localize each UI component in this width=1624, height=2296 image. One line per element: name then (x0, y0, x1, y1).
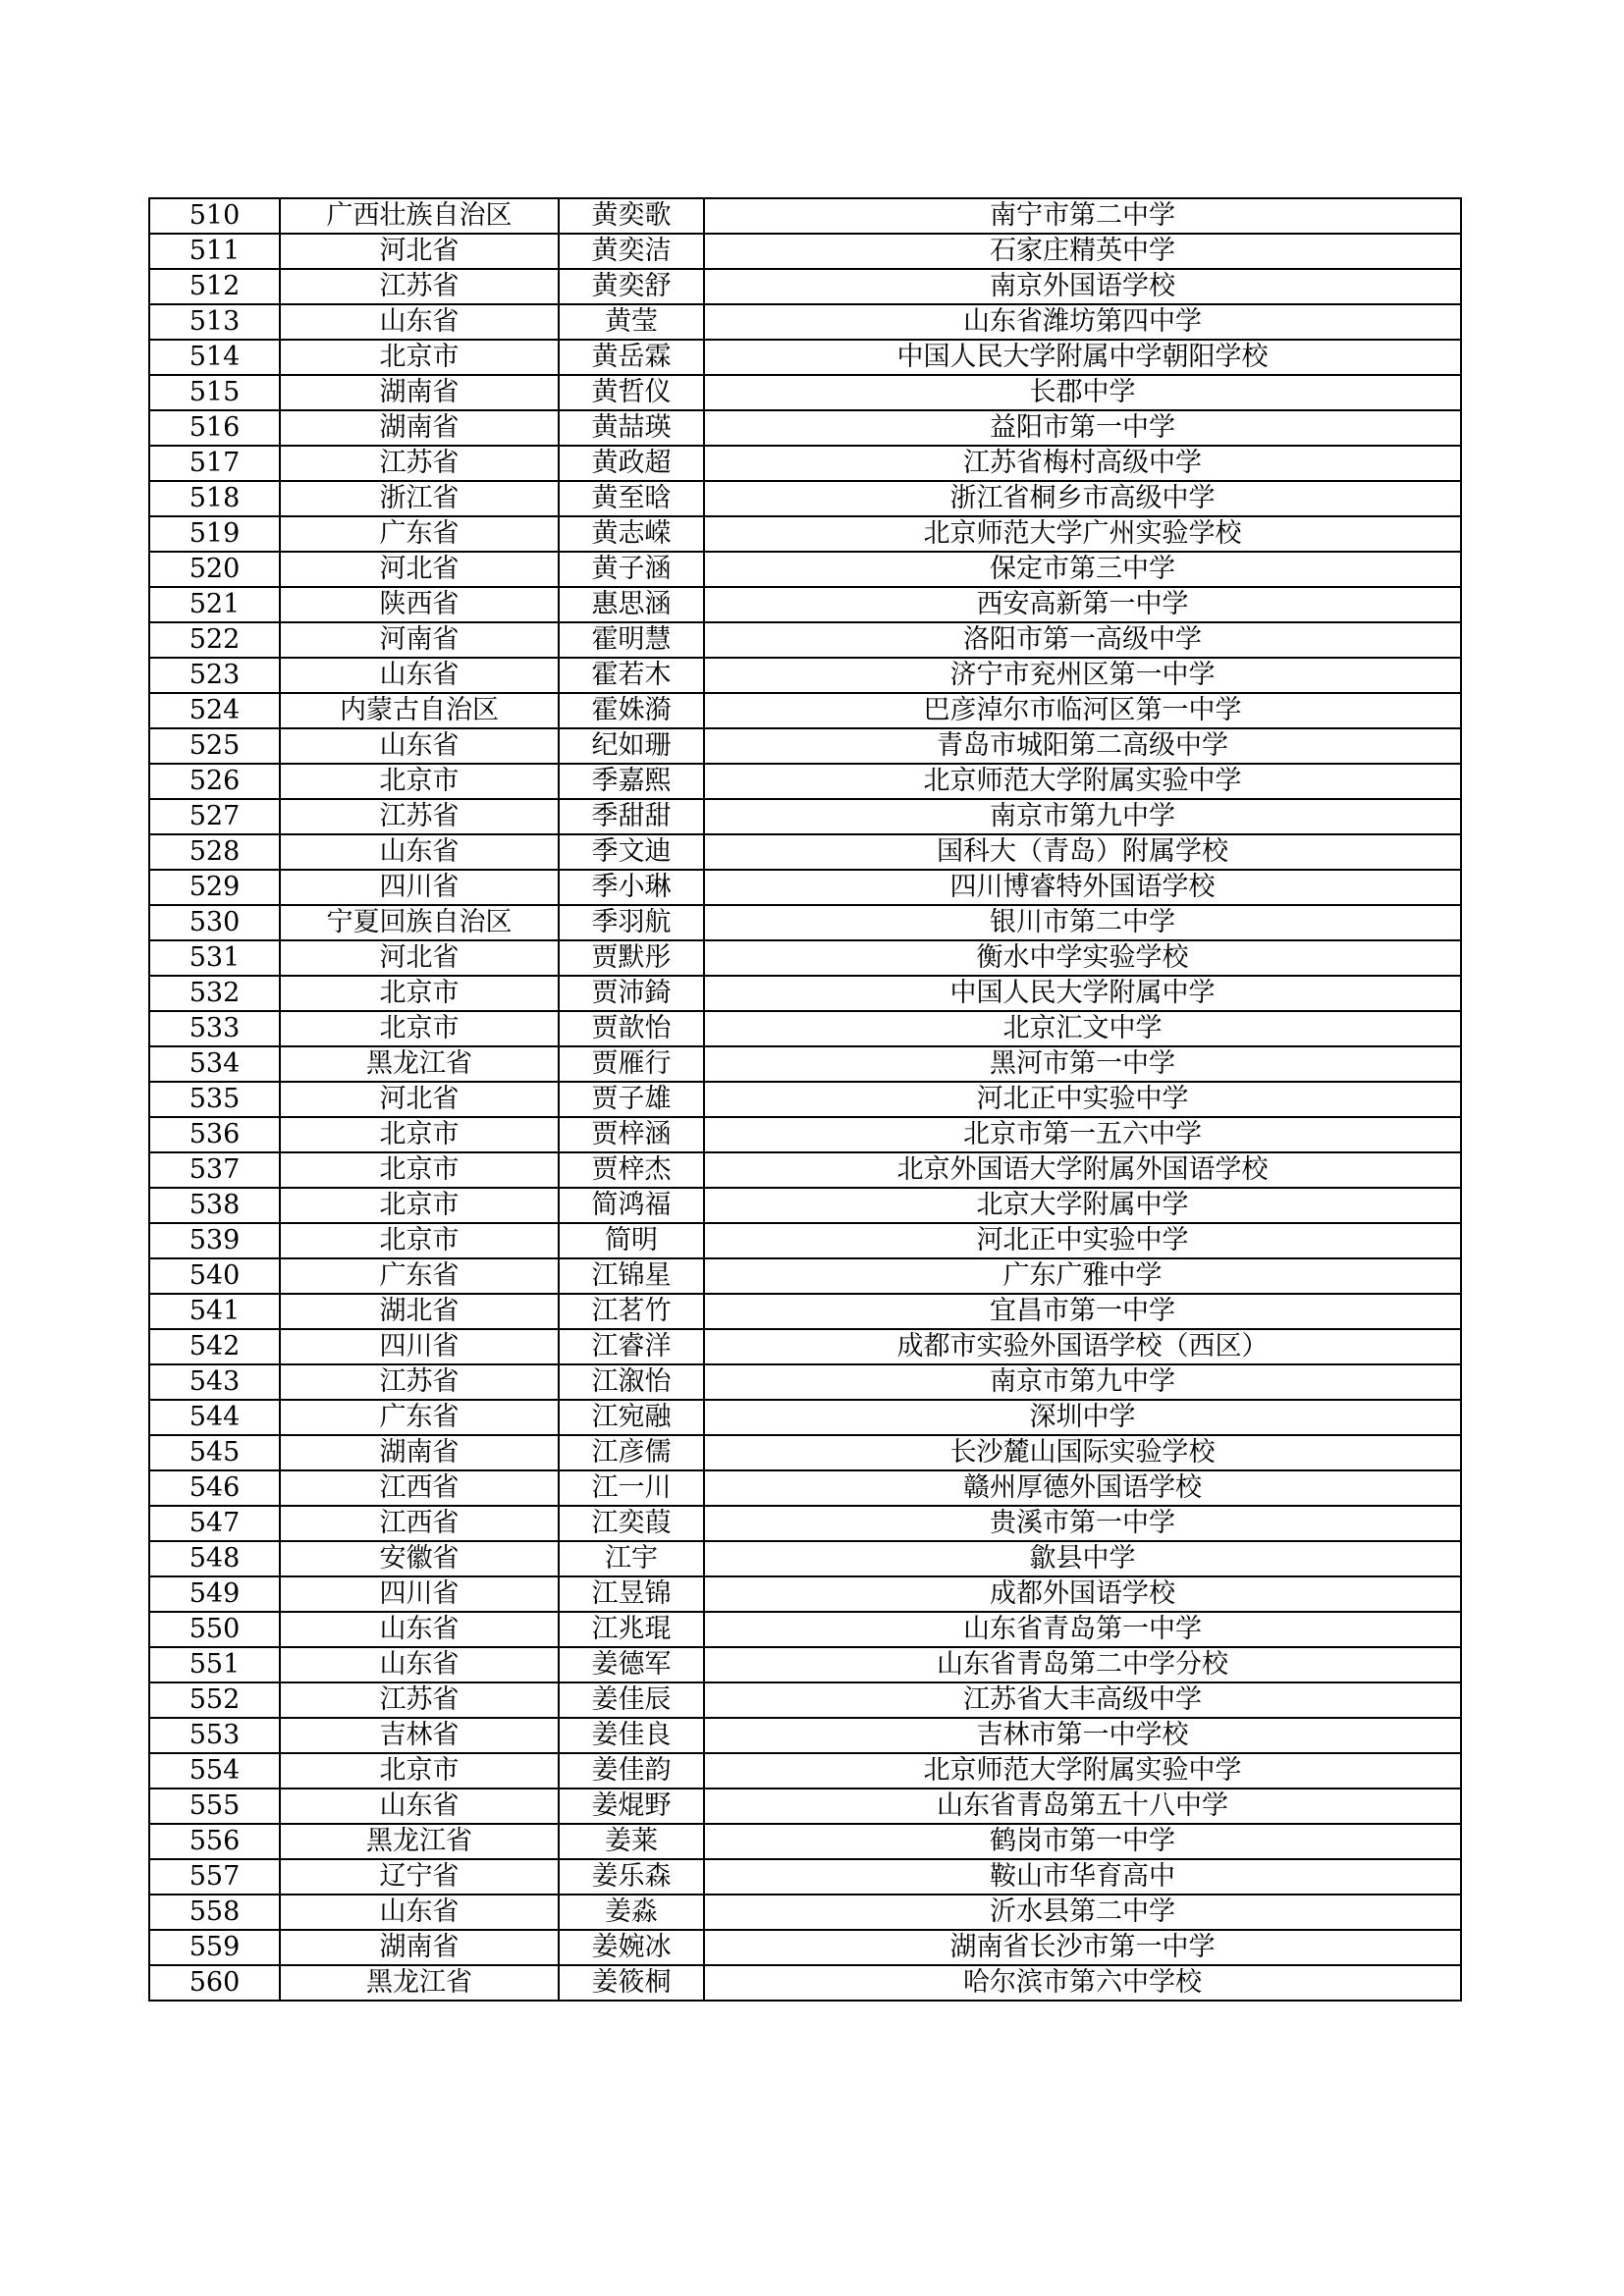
student-name-cell: 贾歆怡 (559, 1011, 704, 1046)
province-cell: 江苏省 (280, 446, 559, 481)
table-row (149, 552, 1461, 587)
row-number-cell: 541 (149, 1294, 280, 1329)
row-number-cell: 520 (149, 552, 280, 587)
row-number-cell: 527 (149, 799, 280, 834)
school-name-cell: 长郡中学 (704, 375, 1461, 410)
table-row (149, 940, 1461, 976)
student-name-cell: 黄岳霖 (559, 340, 704, 375)
school-name-cell: 石家庄精英中学 (704, 234, 1461, 269)
row-number-cell: 533 (149, 1011, 280, 1046)
student-name-cell: 江宇 (559, 1541, 704, 1576)
province-cell: 北京市 (280, 1188, 559, 1223)
row-number-cell: 547 (149, 1506, 280, 1541)
table-row (149, 269, 1461, 304)
province-cell: 广东省 (280, 1258, 559, 1294)
row-number-cell: 517 (149, 446, 280, 481)
table-row (149, 764, 1461, 799)
student-name-cell: 霍若木 (559, 658, 704, 693)
table-row (149, 728, 1461, 764)
table-row (149, 1046, 1461, 1082)
row-number-cell: 556 (149, 1824, 280, 1859)
school-name-cell: 山东省青岛第二中学分校 (704, 1647, 1461, 1682)
school-name-cell: 中国人民大学附属中学 (704, 976, 1461, 1011)
province-cell: 广西壮族自治区 (280, 198, 559, 234)
table-row (149, 198, 1461, 234)
student-name-cell: 季文迪 (559, 834, 704, 870)
row-number-cell: 514 (149, 340, 280, 375)
row-number-cell: 510 (149, 198, 280, 234)
school-name-cell: 北京师范大学附属实验中学 (704, 1753, 1461, 1789)
province-cell: 北京市 (280, 976, 559, 1011)
province-cell: 吉林省 (280, 1718, 559, 1753)
province-cell: 北京市 (280, 1223, 559, 1258)
row-number-cell: 528 (149, 834, 280, 870)
student-name-cell: 江茗竹 (559, 1294, 704, 1329)
row-number-cell: 555 (149, 1789, 280, 1824)
school-name-cell: 青岛市城阳第二高级中学 (704, 728, 1461, 764)
student-name-cell: 姜淼 (559, 1895, 704, 1930)
row-number-cell: 557 (149, 1859, 280, 1895)
school-name-cell: 鞍山市华育高中 (704, 1859, 1461, 1895)
table-row (149, 304, 1461, 340)
table-row (149, 1612, 1461, 1647)
row-number-cell: 554 (149, 1753, 280, 1789)
province-cell: 山东省 (280, 1789, 559, 1824)
student-name-cell: 霍姝漪 (559, 693, 704, 728)
student-name-cell: 季羽航 (559, 905, 704, 940)
school-name-cell: 歙县中学 (704, 1541, 1461, 1576)
school-name-cell: 江苏省大丰高级中学 (704, 1682, 1461, 1718)
province-cell: 江苏省 (280, 269, 559, 304)
row-number-cell: 540 (149, 1258, 280, 1294)
table-row (149, 658, 1461, 693)
row-number-cell: 523 (149, 658, 280, 693)
table-row (149, 375, 1461, 410)
province-cell: 四川省 (280, 1329, 559, 1364)
province-cell: 山东省 (280, 834, 559, 870)
province-cell: 黑龙江省 (280, 1824, 559, 1859)
province-cell: 北京市 (280, 1753, 559, 1789)
province-cell: 湖北省 (280, 1294, 559, 1329)
school-name-cell: 吉林市第一中学校 (704, 1718, 1461, 1753)
school-name-cell: 北京外国语大学附属外国语学校 (704, 1152, 1461, 1188)
province-cell: 黑龙江省 (280, 1965, 559, 2001)
row-number-cell: 530 (149, 905, 280, 940)
student-name-cell: 姜焜野 (559, 1789, 704, 1824)
school-name-cell: 广东广雅中学 (704, 1258, 1461, 1294)
row-number-cell: 558 (149, 1895, 280, 1930)
student-name-cell: 姜乐森 (559, 1859, 704, 1895)
student-name-cell: 江兆琨 (559, 1612, 704, 1647)
school-name-cell: 山东省潍坊第四中学 (704, 304, 1461, 340)
school-name-cell: 宜昌市第一中学 (704, 1294, 1461, 1329)
table-row (149, 1576, 1461, 1612)
row-number-cell: 542 (149, 1329, 280, 1364)
student-name-cell: 季嘉熙 (559, 764, 704, 799)
table-row (149, 446, 1461, 481)
student-name-cell: 江溆怡 (559, 1364, 704, 1400)
province-cell: 山东省 (280, 658, 559, 693)
province-cell: 江苏省 (280, 1364, 559, 1400)
student-name-cell: 简鸿福 (559, 1188, 704, 1223)
table-row (149, 1400, 1461, 1435)
student-name-cell: 简明 (559, 1223, 704, 1258)
province-cell: 北京市 (280, 1117, 559, 1152)
province-cell: 河北省 (280, 1082, 559, 1117)
student-name-cell: 黄哲仪 (559, 375, 704, 410)
table-row (149, 1753, 1461, 1789)
row-number-cell: 544 (149, 1400, 280, 1435)
province-cell: 江西省 (280, 1470, 559, 1506)
row-number-cell: 518 (149, 481, 280, 516)
row-number-cell: 546 (149, 1470, 280, 1506)
student-name-cell: 黄政超 (559, 446, 704, 481)
student-name-cell: 姜婉冰 (559, 1930, 704, 1965)
province-cell: 安徽省 (280, 1541, 559, 1576)
province-cell: 四川省 (280, 870, 559, 905)
school-name-cell: 巴彦淖尔市临河区第一中学 (704, 693, 1461, 728)
row-number-cell: 529 (149, 870, 280, 905)
student-name-cell: 贾梓涵 (559, 1117, 704, 1152)
school-name-cell: 河北正中实验中学 (704, 1082, 1461, 1117)
row-number-cell: 549 (149, 1576, 280, 1612)
table-row (149, 834, 1461, 870)
table-row (149, 1152, 1461, 1188)
table-row (149, 587, 1461, 622)
school-name-cell: 贵溪市第一中学 (704, 1506, 1461, 1541)
province-cell: 山东省 (280, 1647, 559, 1682)
student-name-cell: 姜佳良 (559, 1718, 704, 1753)
province-cell: 山东省 (280, 1612, 559, 1647)
table-row (149, 1082, 1461, 1117)
student-name-cell: 贾沛錡 (559, 976, 704, 1011)
roster-body (149, 198, 1461, 2001)
row-number-cell: 539 (149, 1223, 280, 1258)
student-name-cell: 江昱锦 (559, 1576, 704, 1612)
row-number-cell: 531 (149, 940, 280, 976)
row-number-cell: 552 (149, 1682, 280, 1718)
province-cell: 北京市 (280, 1152, 559, 1188)
table-row (149, 1294, 1461, 1329)
school-name-cell: 河北正中实验中学 (704, 1223, 1461, 1258)
table-row (149, 1364, 1461, 1400)
student-name-cell: 黄子涵 (559, 552, 704, 587)
province-cell: 河北省 (280, 552, 559, 587)
province-cell: 北京市 (280, 764, 559, 799)
province-cell: 山东省 (280, 304, 559, 340)
student-name-cell: 姜佳辰 (559, 1682, 704, 1718)
province-cell: 江苏省 (280, 799, 559, 834)
table-row (149, 234, 1461, 269)
province-cell: 广东省 (280, 1400, 559, 1435)
table-row (149, 1470, 1461, 1506)
table-row (149, 516, 1461, 552)
school-name-cell: 哈尔滨市第六中学校 (704, 1965, 1461, 2001)
table-row (149, 799, 1461, 834)
table-row (149, 905, 1461, 940)
school-name-cell: 江苏省梅村高级中学 (704, 446, 1461, 481)
province-cell: 浙江省 (280, 481, 559, 516)
table-row (149, 622, 1461, 658)
province-cell: 湖南省 (280, 410, 559, 446)
table-row (149, 1824, 1461, 1859)
school-name-cell: 北京师范大学广州实验学校 (704, 516, 1461, 552)
province-cell: 宁夏回族自治区 (280, 905, 559, 940)
row-number-cell: 516 (149, 410, 280, 446)
table-row (149, 481, 1461, 516)
school-name-cell: 银川市第二中学 (704, 905, 1461, 940)
student-name-cell: 黄奕歌 (559, 198, 704, 234)
province-cell: 河南省 (280, 622, 559, 658)
row-number-cell: 545 (149, 1435, 280, 1470)
school-name-cell: 中国人民大学附属中学朝阳学校 (704, 340, 1461, 375)
school-name-cell: 北京市第一五六中学 (704, 1117, 1461, 1152)
school-name-cell: 西安高新第一中学 (704, 587, 1461, 622)
student-name-cell: 贾子雄 (559, 1082, 704, 1117)
school-name-cell: 国科大（青岛）附属学校 (704, 834, 1461, 870)
school-name-cell: 山东省青岛第五十八中学 (704, 1789, 1461, 1824)
student-name-cell: 江锦星 (559, 1258, 704, 1294)
school-name-cell: 沂水县第二中学 (704, 1895, 1461, 1930)
roster-table (148, 197, 1462, 2002)
school-name-cell: 北京大学附属中学 (704, 1188, 1461, 1223)
row-number-cell: 521 (149, 587, 280, 622)
province-cell: 湖南省 (280, 375, 559, 410)
row-number-cell: 524 (149, 693, 280, 728)
school-name-cell: 浙江省桐乡市高级中学 (704, 481, 1461, 516)
table-row (149, 1541, 1461, 1576)
student-name-cell: 黄奕洁 (559, 234, 704, 269)
school-name-cell: 南宁市第二中学 (704, 198, 1461, 234)
table-row (149, 1117, 1461, 1152)
school-name-cell: 南京市第九中学 (704, 799, 1461, 834)
province-cell: 江苏省 (280, 1682, 559, 1718)
province-cell: 湖南省 (280, 1435, 559, 1470)
table-row (149, 1435, 1461, 1470)
student-name-cell: 黄喆瑛 (559, 410, 704, 446)
school-name-cell: 成都外国语学校 (704, 1576, 1461, 1612)
row-number-cell: 560 (149, 1965, 280, 2001)
table-row (149, 976, 1461, 1011)
row-number-cell: 537 (149, 1152, 280, 1188)
province-cell: 北京市 (280, 1011, 559, 1046)
school-name-cell: 山东省青岛第一中学 (704, 1612, 1461, 1647)
row-number-cell: 515 (149, 375, 280, 410)
student-name-cell: 季小琳 (559, 870, 704, 905)
table-row (149, 1223, 1461, 1258)
province-cell: 黑龙江省 (280, 1046, 559, 1082)
province-cell: 河北省 (280, 940, 559, 976)
school-name-cell: 北京师范大学附属实验中学 (704, 764, 1461, 799)
row-number-cell: 536 (149, 1117, 280, 1152)
province-cell: 内蒙古自治区 (280, 693, 559, 728)
province-cell: 山东省 (280, 1895, 559, 1930)
school-name-cell: 衡水中学实验学校 (704, 940, 1461, 976)
school-name-cell: 南京市第九中学 (704, 1364, 1461, 1400)
school-name-cell: 四川博睿特外国语学校 (704, 870, 1461, 905)
table-row (149, 1930, 1461, 1965)
student-name-cell: 江宛融 (559, 1400, 704, 1435)
row-number-cell: 538 (149, 1188, 280, 1223)
row-number-cell: 513 (149, 304, 280, 340)
table-row (149, 410, 1461, 446)
table-row (149, 1011, 1461, 1046)
student-name-cell: 贾雁行 (559, 1046, 704, 1082)
student-name-cell: 江彦儒 (559, 1435, 704, 1470)
school-name-cell: 长沙麓山国际实验学校 (704, 1435, 1461, 1470)
province-cell: 辽宁省 (280, 1859, 559, 1895)
row-number-cell: 559 (149, 1930, 280, 1965)
table-row (149, 1682, 1461, 1718)
school-name-cell: 鹤岗市第一中学 (704, 1824, 1461, 1859)
student-name-cell: 江一川 (559, 1470, 704, 1506)
student-name-cell: 姜筱桐 (559, 1965, 704, 2001)
school-name-cell: 洛阳市第一高级中学 (704, 622, 1461, 658)
province-cell: 湖南省 (280, 1930, 559, 1965)
student-name-cell: 季甜甜 (559, 799, 704, 834)
row-number-cell: 525 (149, 728, 280, 764)
school-name-cell: 成都市实验外国语学校（西区） (704, 1329, 1461, 1364)
student-name-cell: 惠思涵 (559, 587, 704, 622)
province-cell: 四川省 (280, 1576, 559, 1612)
province-cell: 江西省 (280, 1506, 559, 1541)
province-cell: 陕西省 (280, 587, 559, 622)
table-row (149, 1718, 1461, 1753)
school-name-cell: 益阳市第一中学 (704, 410, 1461, 446)
student-name-cell: 姜佳韵 (559, 1753, 704, 1789)
row-number-cell: 526 (149, 764, 280, 799)
school-name-cell: 赣州厚德外国语学校 (704, 1470, 1461, 1506)
school-name-cell: 湖南省长沙市第一中学 (704, 1930, 1461, 1965)
row-number-cell: 548 (149, 1541, 280, 1576)
row-number-cell: 551 (149, 1647, 280, 1682)
province-cell: 山东省 (280, 728, 559, 764)
school-name-cell: 黑河市第一中学 (704, 1046, 1461, 1082)
student-name-cell: 黄至晗 (559, 481, 704, 516)
table-row (149, 1965, 1461, 2001)
school-name-cell: 北京汇文中学 (704, 1011, 1461, 1046)
student-name-cell: 霍明慧 (559, 622, 704, 658)
row-number-cell: 512 (149, 269, 280, 304)
table-row (149, 693, 1461, 728)
row-number-cell: 535 (149, 1082, 280, 1117)
student-name-cell: 黄志嵘 (559, 516, 704, 552)
province-cell: 北京市 (280, 340, 559, 375)
table-row (149, 1789, 1461, 1824)
table-row (149, 1329, 1461, 1364)
table-row (149, 1859, 1461, 1895)
province-cell: 河北省 (280, 234, 559, 269)
table-row (149, 1506, 1461, 1541)
table-row (149, 1895, 1461, 1930)
school-name-cell: 南京外国语学校 (704, 269, 1461, 304)
student-name-cell: 黄莹 (559, 304, 704, 340)
row-number-cell: 519 (149, 516, 280, 552)
row-number-cell: 550 (149, 1612, 280, 1647)
table-row (149, 1258, 1461, 1294)
student-name-cell: 姜德军 (559, 1647, 704, 1682)
row-number-cell: 534 (149, 1046, 280, 1082)
student-name-cell: 纪如珊 (559, 728, 704, 764)
row-number-cell: 511 (149, 234, 280, 269)
table-row (149, 870, 1461, 905)
row-number-cell: 553 (149, 1718, 280, 1753)
table-row (149, 1188, 1461, 1223)
student-name-cell: 黄奕舒 (559, 269, 704, 304)
table-row (149, 340, 1461, 375)
student-name-cell: 贾默彤 (559, 940, 704, 976)
student-name-cell: 江奕葭 (559, 1506, 704, 1541)
school-name-cell: 深圳中学 (704, 1400, 1461, 1435)
student-name-cell: 江睿洋 (559, 1329, 704, 1364)
row-number-cell: 522 (149, 622, 280, 658)
school-name-cell: 济宁市兖州区第一中学 (704, 658, 1461, 693)
row-number-cell: 532 (149, 976, 280, 1011)
province-cell: 广东省 (280, 516, 559, 552)
school-name-cell: 保定市第三中学 (704, 552, 1461, 587)
row-number-cell: 543 (149, 1364, 280, 1400)
student-name-cell: 贾梓杰 (559, 1152, 704, 1188)
student-name-cell: 姜莱 (559, 1824, 704, 1859)
table-row (149, 1647, 1461, 1682)
